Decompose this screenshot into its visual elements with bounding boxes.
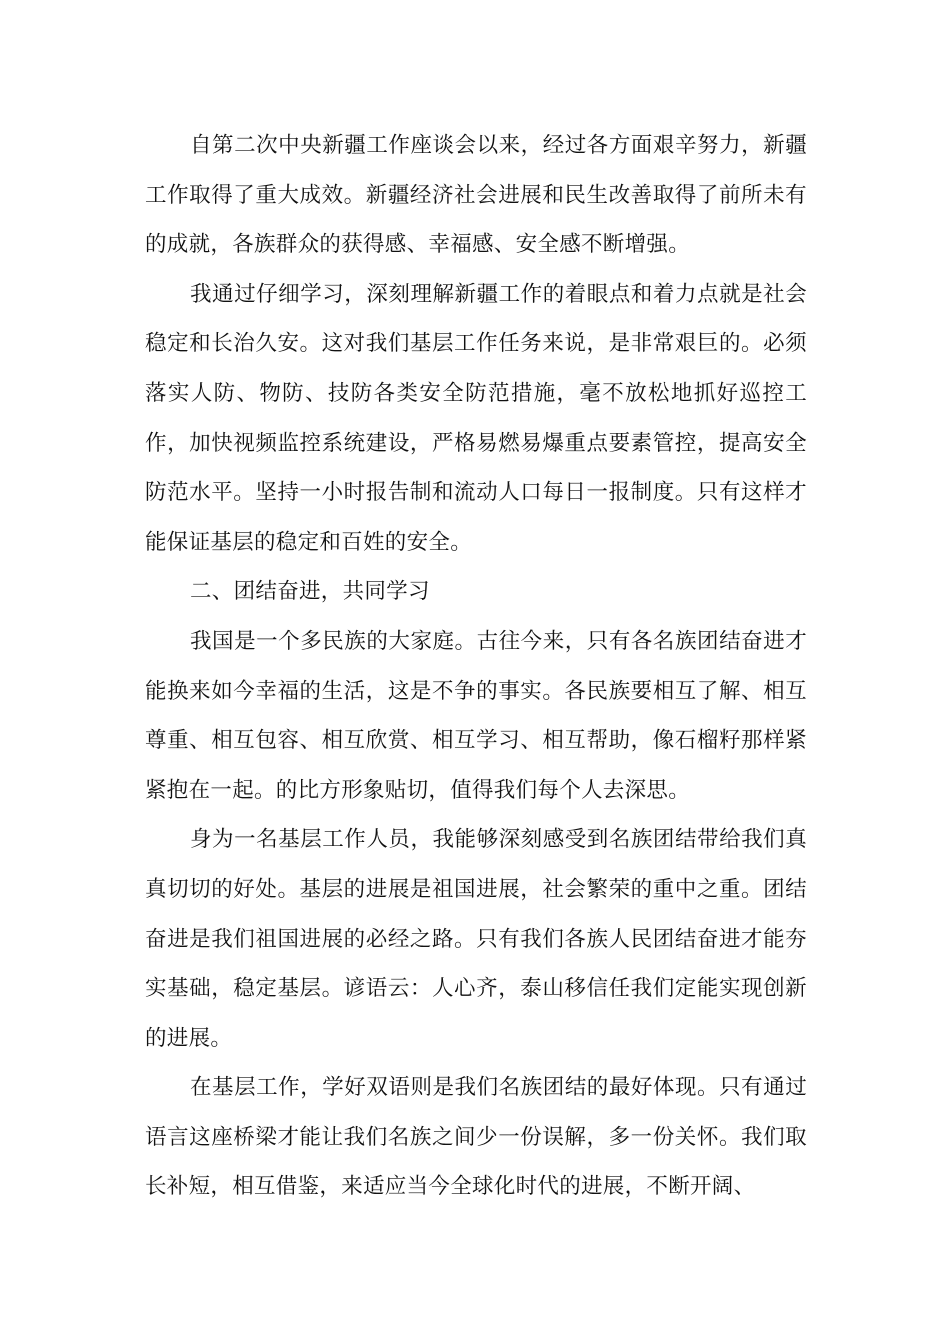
paragraph-stability: 我通过仔细学习，深刻理解新疆工作的着眼点和着力点就是社会稳定和长治久安。这对我们基层工作任务来说，是非常艰巨的。必须落实人防、物防、技防各类安全防范措施，毫不放松地抓好巡控工作，加快视频监控系统建设，严格易燃易爆重点要素管控，提高安全防范水平。坚持一小时报告制和流动人口每日一报制度。只有这样才能保证基层的稳定和百姓的安全。: [145, 281, 807, 555]
paragraph-intro: 自第二次中央新疆工作座谈会以来，经过各方面艰辛努力，新疆工作取得了重大成效。新疆经济社会进展和民生改善取得了前所未有的成就，各族群众的获得感、幸福感、安全感不断增强。: [145, 133, 807, 258]
document-body: [145, 121, 807, 1212]
paragraph-bilingual: 在基层工作，学好双语则是我们名族团结的最好体现。只有通过语言这座桥梁才能让我们名族之间少一份误解，多一份关怀。我们取长补短，相互借鉴，来适应当今全球化时代的进展，不断开阔、: [145, 1075, 807, 1200]
section-heading-unity: 二、团结奋进，共同学习: [190, 579, 430, 605]
paragraph-grassroots: 身为一名基层工作人员，我能够深刻感受到名族团结带给我们真真切切的好处。基层的进展是祖国进展，社会繁荣的重中之重。团结奋进是我们祖国进展的必经之路。只有我们各族人民团结奋进才能夯实基础，稳定基层。谚语云：人心齐，泰山移信任我们定能实现创新的进展。: [145, 827, 807, 1051]
paragraph-family: 我国是一个多民族的大家庭。古往今来，只有各名族团结奋进才能换来如今幸福的生活，这是不争的事实。各民族要相互了解、相互尊重、相互包容、相互欣赏、相互学习、相互帮助，像石榴籽那样紧紧抱在一起。的比方形象贴切，值得我们每个人去深思。: [145, 628, 807, 803]
